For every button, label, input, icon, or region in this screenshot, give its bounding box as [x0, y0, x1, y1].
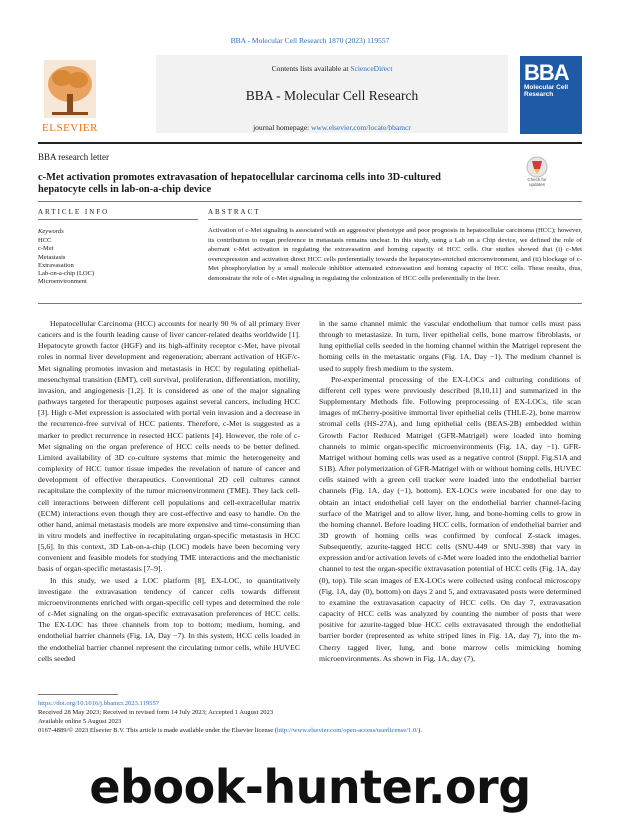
copyright-line [38, 726, 582, 735]
abstract-text: Activation of c-Met signaling is associated with an aggressive phenotype and poor prognosis in hepatocellular carcinoma (HCC); however, its contribution to organ preference in metastasis remains unclear. In this study, using a Lab on a Chip device, we defined the role of aberrant c-Met activation in regulating the extravasation and homing capacity of HCC cells. Our studies showed that (i) c-Met overexpression and activation direct HCC cells preferentially towards the hepatocytes-enriched microenvironment, and (ii) blockage of c-Met phosphorylation by a small molecule inhibitor attenuated extravasation and homing capacity of HCC cells. These results, thus, demonstrate the role of c-Met signaling in regulating the colonization of HCC cells preferentially in the liver. [208, 227, 582, 282]
contents-line [156, 64, 508, 73]
license-link[interactable]: http://www.elsevier.com/open-access/userlicense/1.0/ [276, 727, 419, 735]
keyword: Extravasation [38, 261, 74, 269]
body-paragraph: In this study, we used a LOC platform [8], EX-LOC, to quantitatively investigate the extravasation tendency of cancer cells towards different microenvironments enriched with organ-specific cell types and determined the role of c-Met signaling on the organ-specific extravasation preferences of HCC cells. The EX-LOC has three channels from top to bottom; medium, homing, and endothelial barrier channels (Fig. 1A, Day −7). In this system, HCC cells loaded in the endothelial barrier channel represent the circulating tumor cells, while HUVEC cells seeded [38, 575, 300, 663]
keywords-list [38, 237, 94, 287]
body-paragraph: Pre-experimental processing of the EX-LOCs and culturing conditions of different cell types were previously described [8,10,11] and summarized in the Supplementary Methods file. Following preprocessing of EX-LOCs, tile scan images of mCherry-positive immortal liver epithelial cells (THLE-2), bone marrow stromal cells (HS-27A), and lung epithelial cells (BEAS-2B) embedded within Growth Factor Reduced Matrigel (GFR-Matrigel) were loaded into homing channels to mimic organ-specific microenvironments (Fig. 1A, day −1). GFR-Matrigel without homing cells was used as a negative control (Suppl. Fig.S1A and S1B). After polymerization of GFR-Matrigel with or without homing cells, HUVEC cells stained with a green cell tracker were loaded into the endothelial barrier channels (Fig. 1A, day (−1), bottom). EX-LOCs were incubated for one day to obtain an intact endothelial cell layer on the endothelial barrier channel-facing surface of the Matrigel and to allow liver, lung, and bone-homing cells to grow in the homing channel. Before loading HCC cells, formation of endothelial barrier and 3D growth of homing cells was confirmed by confocal Z-stack images. Subsequently, azurite-tagged HCC cells (SNU-449 or SNU-398) that vary in expression and/or activation levels of c-Met were loaded into the endothelial barrier channel to test the organ-specific extravasation potential of HCC cells (Fig. 1A, day (0), top). Tile scan images of EX-LOCs were collected using confocal microscopy (Fig. 1A, day (0), bottom) on days 2 and 5, and extravasated posts were determined to examine the extravasation capacity of HCC cells. On day 7, extravasation capacity of HCC cells was analyzed by counting the number of posts that were positive for azurite-tagged blue HCC cells extravasated through the endothelial barrier border (represented as white striped lines in Fig. 1A, day 7), into the m-Cherry tagged liver, lung, and bone marrow cells mimicking homing microenvironments. As shown in Fig. 1A, day (7), [319, 374, 581, 663]
keyword: Microenvironment [38, 278, 87, 286]
article-footer [38, 699, 582, 735]
paper-title [38, 172, 508, 196]
received-dates: Received 28 May 2023; Received in revised form 14 July 2023; Accepted 1 August 2023 [38, 709, 274, 717]
body-paragraph: in the same channel mimic the vascular endothelium that tumor cells must pass through to metastasize. In turn, liver epithelial cells, bone marrow fibroblasts, or lung epithelial cells seeded in the homing channel within the Matrigel represent the homing cells in the metastatic organs (Fig. 1A, Day −1). The medium channel is used to supply fresh medium to the system. [319, 319, 581, 373]
paper-title-line: c-Met activation promotes extravasation of hepatocellular carcinoma cells into 3D-cultured [38, 172, 441, 183]
abstract-rule [208, 219, 582, 220]
abstract-heading: ABSTRACT [208, 208, 261, 216]
keywords-label: Keywords [38, 228, 64, 235]
crossmark-label[interactable]: Check for updates [527, 177, 547, 187]
sciencedirect-link[interactable]: ScienceDirect [350, 64, 393, 73]
header-divider [38, 142, 582, 144]
homepage-prefix: journal homepage: [253, 123, 311, 132]
elsevier-wordmark: ELSEVIER [42, 122, 98, 134]
abstract-bottom-rule [38, 303, 582, 304]
body-column-right [319, 318, 581, 664]
article-info-rule [38, 219, 198, 220]
keyword: c-Met [38, 245, 54, 253]
cover-title: BBA [524, 60, 569, 85]
title-divider [38, 201, 582, 202]
copyright-text: 0167-4889/© 2023 Elsevier B.V. This article is made available under the Elsevier license ( [38, 727, 277, 735]
cover-subtitle: Molecular Cell Research [524, 84, 569, 98]
keyword: HCC [38, 237, 52, 244]
journal-citation[interactable]: BBA - Molecular Cell Research 1870 (2023) 119557 [230, 36, 390, 45]
contents-prefix: Contents lists available at [271, 64, 351, 73]
keyword: Metastasis [38, 253, 66, 261]
footer-rule [38, 694, 118, 695]
homepage-link[interactable]: www.elsevier.com/locate/bbamcr [311, 123, 411, 132]
available-online: Available online 5 August 2023 [38, 718, 122, 726]
paper-title-line: hepatocyte cells in lab-on-a-chip device [38, 184, 212, 195]
copyright-suffix: ). [418, 727, 422, 735]
keyword: Lab-on-a-chip (LOC) [38, 270, 95, 278]
journal-title: BBA - Molecular Cell Research [245, 88, 419, 103]
watermark: ebook-hunter.org [89, 760, 531, 814]
doi-link[interactable]: https://doi.org/10.1016/j.bbamcr.2023.119557 [38, 700, 160, 707]
article-info-heading: ARTICLE INFO [38, 208, 110, 216]
body-column-left [38, 318, 300, 664]
article-category: BBA research letter [38, 152, 109, 162]
journal-homepage [156, 123, 508, 132]
body-paragraph: Hepatocellular Carcinoma (HCC) accounts for nearly 90 % of all primary liver cancers and is the fourth leading cause of liver cancer-related deaths worldwide [1]. Hepatocyte growth factor (HGF) and its high-affinity receptor c-Met, have pivotal roles in normal liver development and regeneration; aberrant activation of HGF/c-Met signaling promotes invasion and metastasis in HCC by regulating epithelial-mesenchymal transition (EMT), cell survival, proliferation, differentiation, motility, invasion, and angiogenesis [1,2]. It is considered as one of the major signaling pathways targeted for therapeutic purposes against several cancers, including HCC [3]. High c-Met expression is associated with portal vein invasion and a decrease in the recurrence-free survival of HCC patients. Therefore, c-Met is suggested as a marker to predict recurrence in resected HCC patients [4]. However, the role of c-Met signaling on the organ preference of HCC cells needs to be better defined. Limited availability of 3D co-culture systems that mimic the heterogeneity and complexity of HCC tumor tissue impedes the revelation of nature of cancer and development of effective therapeutics. Conventional 2D cell cultures cannot recapitulate the complexity of the tumor microenvironment (TME). They lack cell-cell interactions between different cell populations and cell-extracellular matrix (ECM) interactions even though they are cost-effective and easy to handle. On the other hand, animal metastasis models are more expensive and time-consuming than in vitro models and ineffective in recapitulating organ-specific metastasis in HCC [5,6]. In this context, 3D Lab-on-a-chip (LOC) models have been becoming very convenient and feasible models for studying TME interactions and the mechanistic basis of organ-specific metastasis [7–9]. [38, 319, 300, 574]
